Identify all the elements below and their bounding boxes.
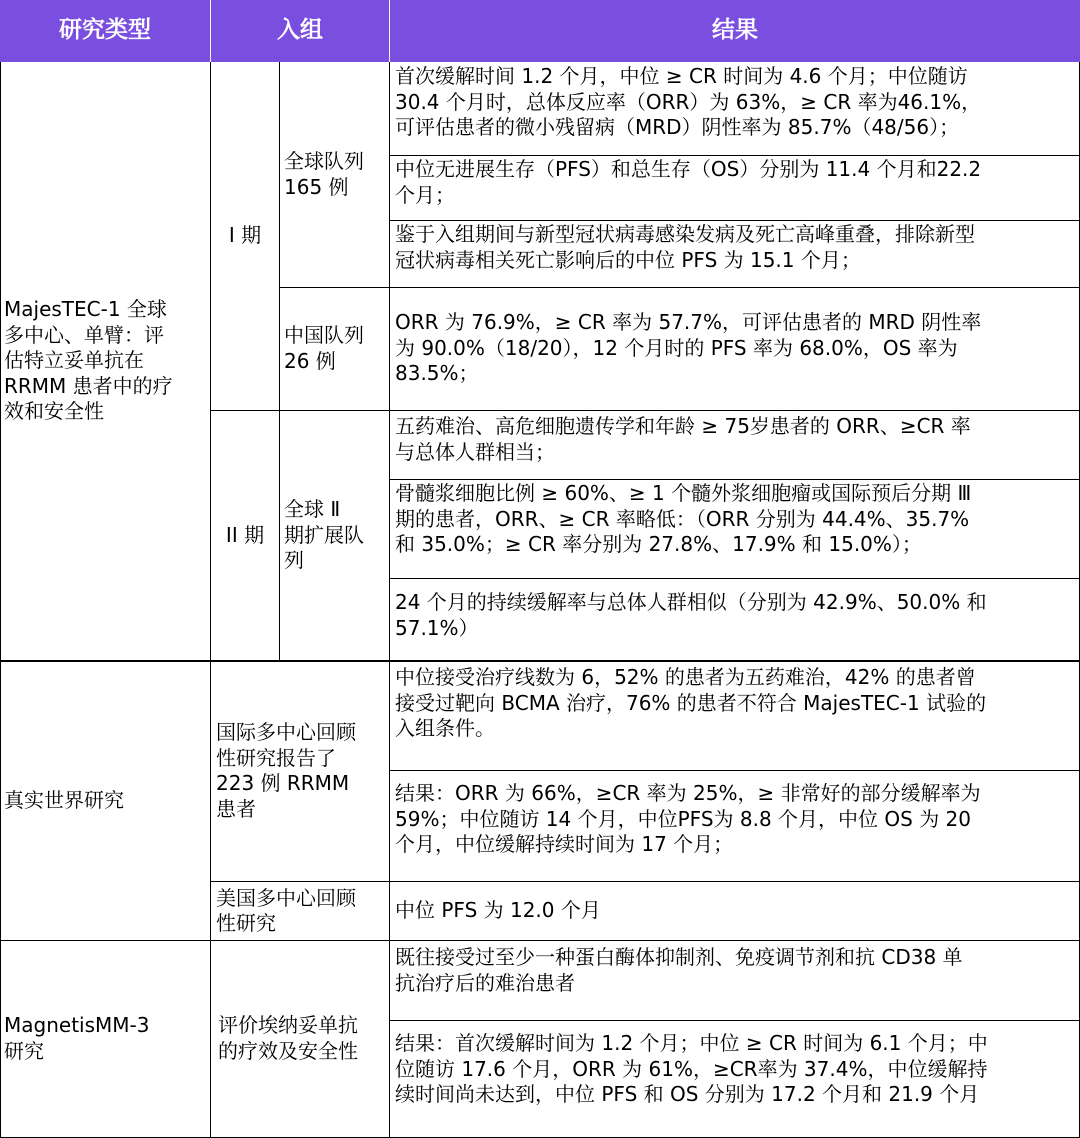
- enroll-line: 国际多中心回顾: [216, 720, 356, 744]
- study-line: RRMM 患者中的疗: [4, 373, 173, 398]
- grid-line: [210, 62, 211, 1138]
- header-enroll-label: 入组: [277, 17, 323, 44]
- real-world-intl-result-2: [395, 781, 1079, 858]
- magnetismm-3-result-1: [395, 945, 1079, 996]
- phase-2-label: [211, 411, 279, 660]
- result-line: 和 35.0%；≥ CR 率分别为 27.8%、17.9% 和 15.0%）；: [395, 532, 922, 556]
- result-line: 中位 PFS 为 12.0 个月: [395, 898, 601, 923]
- study-majestec-1-text: [4, 297, 173, 425]
- grid-line: [389, 578, 1080, 579]
- grid-line: [389, 770, 1080, 771]
- result-line: 既往接受过至少一种蛋白酶体抑制剂、免疫调节剂和抗 CD38 单: [395, 945, 963, 969]
- result-line: 入组条件。: [395, 716, 495, 740]
- result-line: 个月；: [395, 182, 455, 207]
- enroll-line: 性研究: [216, 911, 276, 935]
- result-line: 与总体人群相当；: [395, 439, 555, 464]
- cohort-line: 中国队列: [284, 323, 364, 347]
- grid-line: [279, 287, 1080, 288]
- phase-1-label: [211, 62, 279, 410]
- grid-line: [0, 660, 1080, 662]
- phase-2-result-2: [395, 481, 1079, 558]
- result-line: 鉴于入组期间与新型冠状病毒感染发病及死亡高峰重叠，排除新型: [395, 222, 975, 246]
- magnetismm-3-result-2: [395, 1031, 1079, 1108]
- phase-2-cohort: [284, 411, 389, 660]
- study-line: 研究: [4, 1038, 44, 1063]
- study-line: 多中心、单臂：评: [4, 322, 164, 347]
- result-line: 可评估患者的微小残留病（MRD）阴性率为 85.7%（48/56）；: [395, 115, 960, 139]
- enroll-line: 223 例 RRMM: [216, 771, 350, 795]
- result-line: 结果：ORR 为 66%，≥CR 率为 25%，≥ 非常好的部分缓解率为: [395, 781, 981, 805]
- study-magnetismm-3: [4, 941, 209, 1136]
- result-line: 中位无进展生存（PFS）和总生存（OS）分别为 11.4 个月和22.2: [395, 157, 982, 181]
- result-line: 为 90.0%（18/20），12 个月时的 PFS 率为 68.0%，OS 率为: [395, 335, 958, 360]
- enroll-line: 的疗效及安全性: [218, 1038, 358, 1063]
- result-line: 接受过靶向 BCMA 治疗，76% 的患者不符合 MajesTEC-1 试验的: [395, 690, 987, 715]
- cohort-line: 全球 Ⅱ: [284, 497, 341, 522]
- phase-1-label-text: I 期: [228, 223, 262, 248]
- china-result: [395, 287, 1079, 410]
- real-world-intl-result-1: [395, 665, 1079, 742]
- result-line: 中位接受治疗线数为 6，52% 的患者为五药难治，42% 的患者曾: [395, 665, 976, 689]
- grid-line: [279, 62, 280, 660]
- header-enroll: [211, 0, 389, 62]
- global-result-3: [395, 222, 1079, 273]
- header-result: [390, 0, 1080, 62]
- grid-line: [389, 1020, 1080, 1021]
- enroll-line: 性研究报告了: [216, 745, 336, 770]
- cohort-line: 期扩展队: [284, 522, 364, 547]
- study-real-world: [4, 661, 209, 940]
- real-world-us-result: [395, 882, 1079, 940]
- grid-line: [0, 940, 1080, 941]
- phase-2-result-1: [395, 414, 1079, 465]
- result-line: 83.5%；: [395, 361, 479, 386]
- result-line: ORR 为 76.9%，≥ CR 率为 57.7%，可评估患者的 MRD 阴性率: [395, 310, 982, 335]
- result-line: 期的患者，ORR、≥ CR 率略低：（ORR 分别为 44.4%、35.7%: [395, 506, 970, 531]
- grid-line: [389, 155, 1080, 156]
- enroll-line: 美国多中心回顾: [216, 885, 356, 910]
- result-line: 57.1%）: [395, 615, 479, 640]
- study-line: MajesTEC-1 全球: [4, 297, 167, 322]
- result-line: 首次缓解时间 1.2 个月，中位 ≥ CR 时间为 4.6 个月；中位随访: [395, 64, 968, 88]
- study-line: 估特立妥单抗在: [4, 348, 144, 373]
- global-result-1: [395, 64, 1079, 141]
- result-line: 续时间尚未达到，中位 PFS 和 OS 分别为 17.2 个月和 21.9 个月: [395, 1082, 980, 1106]
- global-result-2: [395, 157, 1079, 208]
- result-line: 24 个月的持续缓解率与总体人群相似（分别为 42.9%、50.0% 和: [395, 590, 987, 614]
- study-line: MagnetisMM-3: [4, 1013, 150, 1037]
- phase-2-label-text: II 期: [225, 522, 265, 547]
- cohort-line: 列: [284, 548, 304, 573]
- result-line: 结果：首次缓解时间为 1.2 个月；中位 ≥ CR 时间为 6.1 个月；中: [395, 1031, 988, 1055]
- grid-line: [389, 62, 390, 1138]
- header-result-label: 结果: [712, 17, 758, 44]
- grid-line: [210, 881, 1080, 882]
- china-cohort: [284, 287, 389, 410]
- global-cohort: [284, 62, 389, 287]
- cohort-line: 26 例: [284, 348, 336, 373]
- result-line: 个月，中位缓解持续时间为 17 个月；: [395, 832, 734, 856]
- phase-2-result-3: [395, 590, 1079, 641]
- result-line: 位随访 17.6 个月，ORR 为 61%，≥CR率为 37.4%，中位缓解持: [395, 1056, 988, 1081]
- magnetismm-3-enroll: [218, 941, 389, 1136]
- cohort-line: 165 例: [284, 174, 349, 199]
- real-world-us-enroll: [216, 882, 389, 940]
- header-study-type-label: 研究类型: [59, 17, 151, 44]
- study-line: 效和安全性: [4, 399, 104, 424]
- result-line: 抗治疗后的难治患者: [395, 970, 575, 995]
- header-study-type: [0, 0, 210, 62]
- result-line: 冠状病毒相关死亡影响后的中位 PFS 为 15.1 个月；: [395, 247, 861, 272]
- real-world-intl-enroll: [216, 661, 389, 881]
- result-line: 30.4 个月时，总体反应率（ORR）为 63%，≥ CR 率为46.1%，: [395, 89, 982, 114]
- grid-line: [389, 479, 1080, 480]
- result-line: 五药难治、高危细胞遗传学和年龄 ≥ 75岁患者的 ORR、≥CR 率: [395, 414, 971, 438]
- grid-line: [0, 62, 1, 1138]
- study-real-world-text: 真实世界研究: [4, 787, 124, 812]
- cohort-line: 全球队列: [284, 149, 364, 173]
- result-line: 59%；中位随访 14 个月，中位PFS为 8.8 个月，中位 OS 为 20: [395, 806, 972, 831]
- study-majestec-1: [4, 62, 209, 660]
- result-line: 骨髓浆细胞比例 ≥ 60%、≥ 1 个髓外浆细胞瘤或国际预后分期 Ⅲ: [395, 481, 972, 505]
- enroll-line: 评价埃纳妥单抗: [218, 1013, 358, 1037]
- grid-line: [389, 220, 1080, 221]
- enroll-line: 患者: [216, 796, 256, 821]
- grid-line: [210, 410, 1080, 411]
